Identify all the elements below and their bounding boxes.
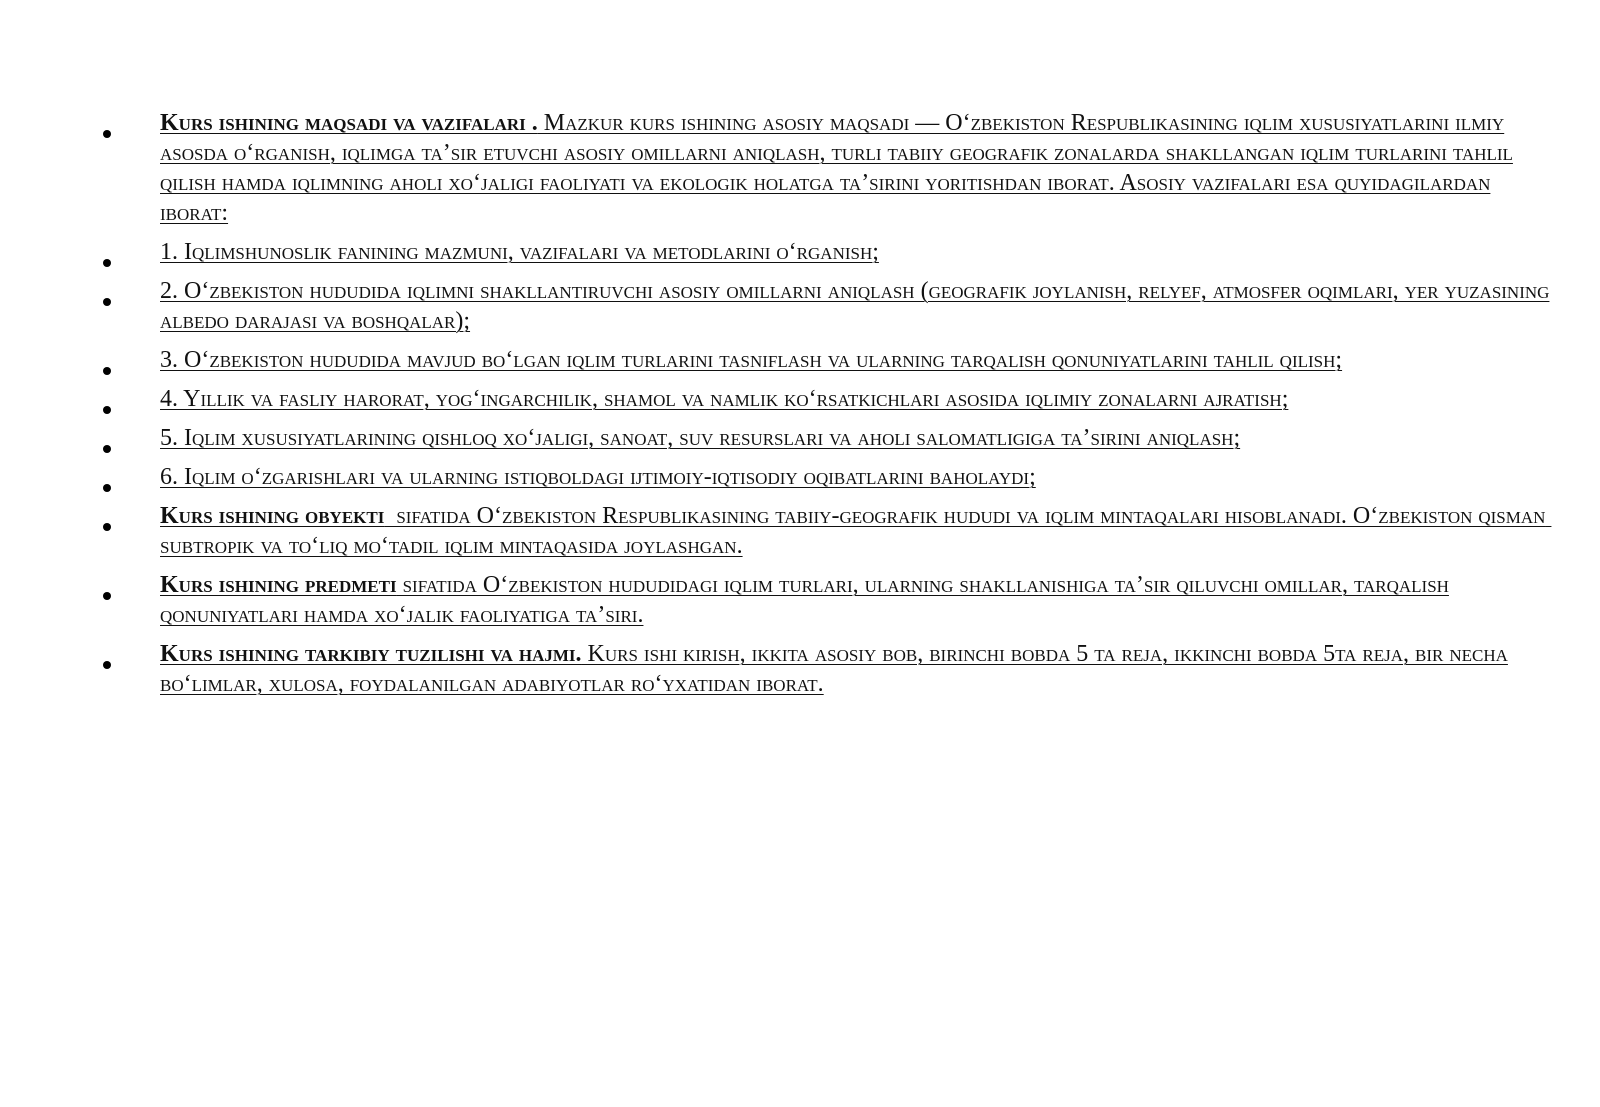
bullet-icon bbox=[103, 661, 111, 669]
bullet-icon bbox=[103, 523, 111, 531]
bullet-icon bbox=[103, 367, 111, 375]
bullet-icon bbox=[103, 259, 111, 267]
bullet-icon bbox=[103, 592, 111, 600]
item-heading: Kurs ishining maqsadi va vazifalari . bbox=[160, 110, 538, 136]
item-text: 4. Yillik va fasliy harorat, yog‘ingarchilik, shamol va namlik ko‘rsatkichlari asosida iqlimiy zonalarni ajratish; bbox=[160, 386, 1289, 412]
item-text: sifatida O‘zbekiston hududidagi iqlim turlari, ularning shakllanishiga ta’sir qiluvchi omillar, tarqalish qonuniyatlari hamda xo‘jalik faoliyatiga ta’siri. bbox=[160, 572, 1449, 628]
list-item-structure bbox=[100, 639, 1550, 699]
item-text: 3. O‘zbekiston hududida mavjud bo‘lgan iqlim turlarini tasniflash va ularning tarqalish qonuniyatlarini tahlil qilish; bbox=[160, 347, 1343, 373]
bullet-icon bbox=[103, 130, 111, 138]
bullet-icon bbox=[103, 445, 111, 453]
item-text: 6. Iqlim o‘zgarishlari va ularning istiqboldagi ijtimoiy-iqtisodiy oqibatlarini baholaydi; bbox=[160, 464, 1036, 490]
list-item-object bbox=[100, 501, 1550, 561]
list-item-task-3 bbox=[100, 345, 1550, 375]
item-heading: Kurs ishining tarkibiy tuzilishi va hajmi. bbox=[160, 641, 582, 667]
bullet-icon bbox=[103, 406, 111, 414]
bullet-icon bbox=[103, 484, 111, 492]
list-item-task-4 bbox=[100, 384, 1550, 414]
item-heading: Kurs ishining predmeti bbox=[160, 572, 397, 598]
item-text: 1. Iqlimshunoslik fanining mazmuni, vazifalari va metodlarini o‘rganish; bbox=[160, 239, 879, 265]
item-heading: Kurs ishining obyekti bbox=[160, 503, 385, 529]
list-item-task-1 bbox=[100, 237, 1550, 267]
item-text: Mazkur kurs ishining asosiy maqsadi — O‘zbekiston Respublikasining iqlim xususiyatlarini ilmiy asosda o‘rganish, iqlimga ta’sir etuvchi asosiy omillarni aniqlash, turli tabiiy geografik zonalarda shakllangan iqlim turlarini tahlil qilish hamda iqlimning aholi xo‘jaligi faoliyati va ekologik holatga ta’sirini yoritishdan iborat. Asosiy vazifalari esa quyidagilardan iborat: bbox=[160, 110, 1513, 226]
bullet-icon bbox=[103, 298, 111, 306]
list-item-aims bbox=[100, 108, 1550, 228]
list-item-subject bbox=[100, 570, 1550, 630]
list-item-task-6 bbox=[100, 462, 1550, 492]
item-text: sifatida O‘zbekiston Respublikasining tabiiy-geografik hududi va iqlim mintaqalari hisoblanadi. O‘zbekiston qisman subtropik va to‘liq mo‘tadil iqlim mintaqasida joylashgan. bbox=[160, 503, 1552, 559]
item-text: Kurs ishi kirish, ikkita asosiy bob, birinchi bobda 5 ta reja, ikkinchi bobda 5ta reja, bir necha bo‘limlar, xulosa, foydalanilgan adabiyotlar ro‘yxatidan iborat. bbox=[160, 641, 1508, 697]
list-item-task-5 bbox=[100, 423, 1550, 453]
list-item-task-2 bbox=[100, 276, 1550, 336]
item-text: 2. O‘zbekiston hududida iqlimni shakllantiruvchi asosiy omillarni aniqlash (geografik joylanish, relyef, atmosfer oqimlari, yer yuzasining albedo darajasi va boshqalar); bbox=[160, 278, 1550, 334]
item-text: 5. Iqlim xususiyatlarining qishloq xo‘jaligi, sanoat, suv resurslari va aholi salomatligiga ta’sirini aniqlash; bbox=[160, 425, 1241, 451]
bullet-list bbox=[100, 108, 1550, 708]
